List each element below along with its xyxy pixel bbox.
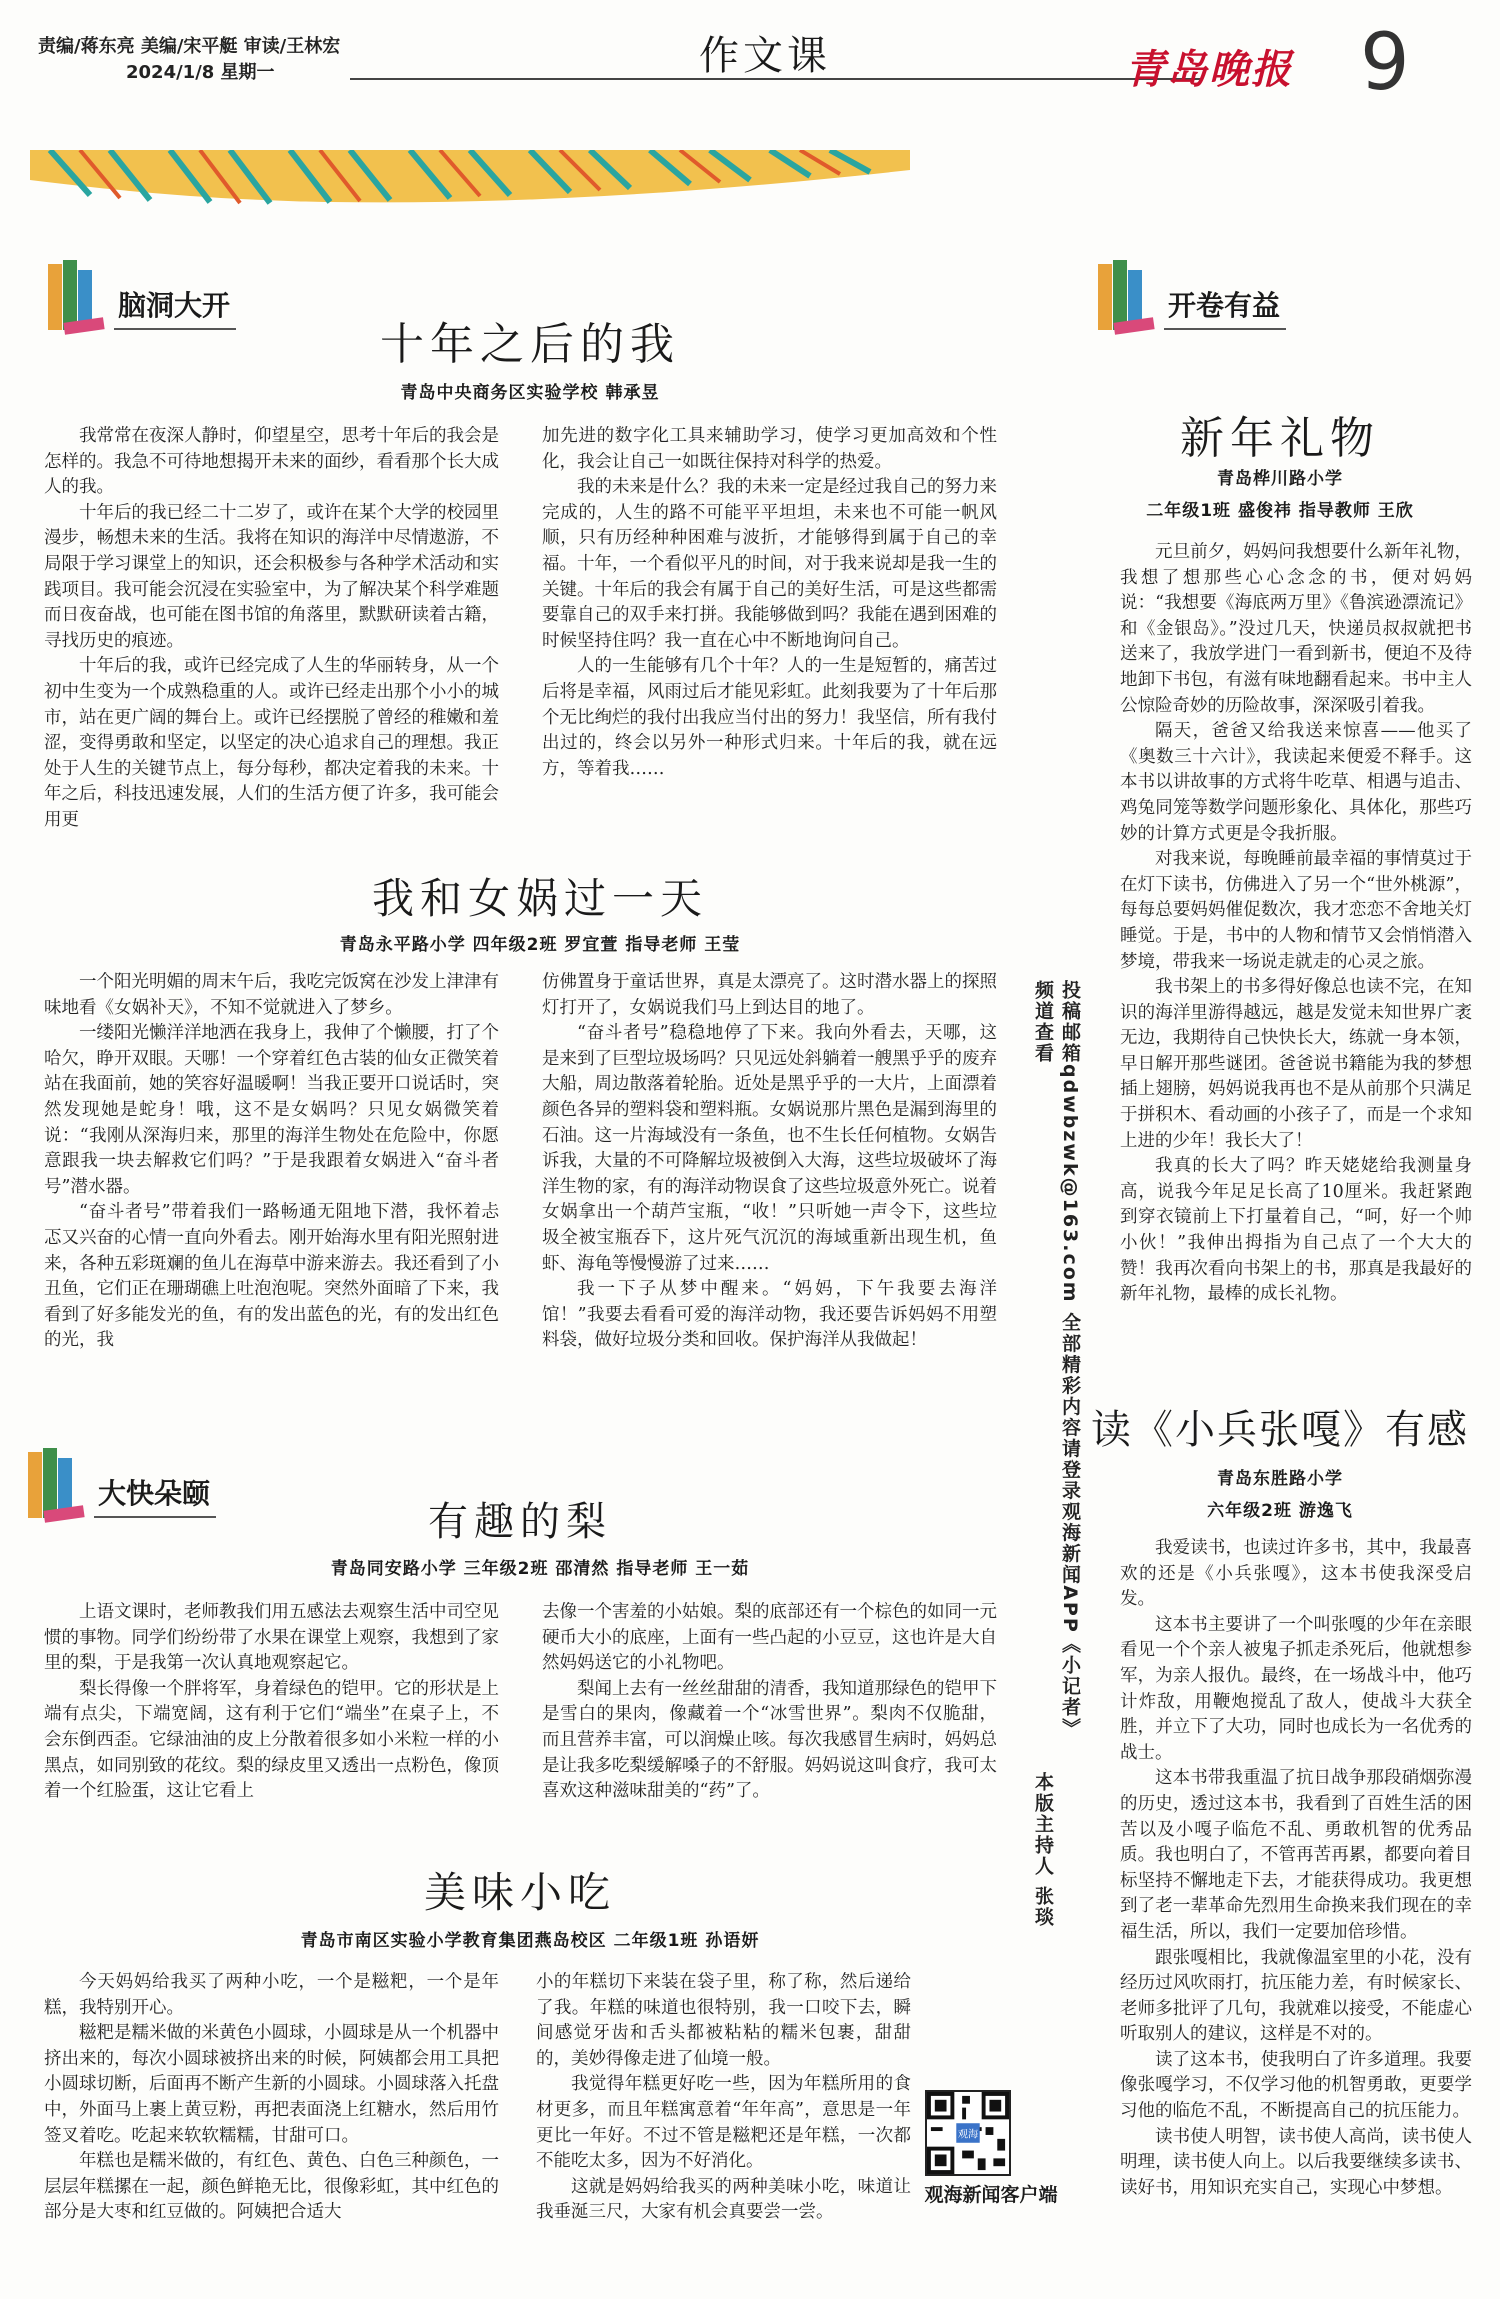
qr-code-icon[interactable] [925,2090,1011,2176]
column-head-naodong [44,258,236,336]
article-title: 有趣的梨 [428,1499,612,1545]
newspaper-logo: 青岛晚报 [1125,46,1293,93]
books-icon [24,1446,88,1524]
paragraph: 去像一个害羞的小姑娘。梨的底部还有一个棕色的如同一元硬币大小的底座，上面有一些凸起的小豆豆，这也许是大自然妈妈送它的小礼物吧。 [542,1602,997,1674]
article-byline: 青岛市南区实验小学教育集团燕岛校区 二年级1班 孙语妍 [300,1931,760,1951]
article-school: 青岛东胜路小学 [1217,1469,1343,1489]
qr-center-label: 观海 [957,2129,979,2141]
article-body-col2 [542,970,997,1354]
article-byline: 青岛永平路小学 四年级2班 罗宜萱 指导老师 王莹 [339,935,741,955]
paragraph: 人的一生能够有几个十年？人的一生是短暂的，痛苦过后将是幸福，风雨过后才能见彩虹。此刻我要为了十年后那个无比绚烂的我付出我应当付出的努力！我坚信，所有我付出过的，终会以另外一种形式归来。十年后的我，就在远方，等着我…… [542,656,997,779]
paragraph: 一缕阳光懒洋洋地洒在我身上，我伸了个懒腰，打了个哈欠，睁开双眼。天哪！一个穿着红色古装的仙女正微笑着站在我面前，她的笑容好温暖啊！当我正要开口说话时，突然发现她是蛇身！哦，这不是女娲吗？只见女娲微笑着说：“我刚从深海归来，那里的海洋生物处在危险中，你愿意跟我一块去解救它们吗？”于是我跟着女娲进入“奋斗者号”潜水器。 [44,1023,499,1197]
paragraph: 我书架上的书多得好像总也读不完，在知识的海洋里游得越远，越是发觉未知世界广袤无边，我期待自己快快长大，练就一身本领，早日解开那些谜团。爸爸说书籍能为我的梦想插上翅膀，妈妈说我再也不是从前那个只满足于拼积木、看动画的小孩子了，而是一个求知上进的少年！我长大了！ [1120,977,1472,1151]
paragraph: “奋斗者号”稳稳地停了下来。我向外看去，天哪，这是来到了巨型垃圾场吗？只见远处斜躺着一艘黑乎乎的废弃大船，周边散落着轮胎。近处是黑乎乎的一大片，上面漂着颜色各异的塑料袋和塑料瓶。女娲说那片黑色是漏到海里的石油。这一片海域没有一条鱼，也不生长任何植物。女娲告诉我，大量的不可降解垃圾被倒入大海，这些垃圾破坏了海洋生物的家，有的海洋动物误食了这些垃圾意外死亡。说着女娲拿出一个葫芦宝瓶，“收！”只听她一声令下，这些垃圾全被宝瓶吞下，这片死气沉沉的海域重新出现生机，鱼虾、海龟等慢慢游了过来…… [542,1023,997,1274]
paragraph: 对我来说，每晚睡前最幸福的事情莫过于在灯下读书，仿佛进入了另一个“世外桃源”，每每总要妈妈催促数次，我才恋恋不舍地关灯睡觉。于是，书中的人物和情节又会悄悄潜入梦境，带我来一场说走就走的心灵之旅。 [1120,849,1472,972]
article-byline: 青岛同安路小学 三年级2班 邵清然 指导老师 王一茹 [330,1559,750,1579]
article-byline: 六年级2班 游逸飞 [1207,1501,1353,1521]
article-body-col1 [44,1600,499,1805]
paragraph: 我爱读书，也读过许多书，其中，我最喜欢的还是《小兵张嘎》，这本书使我深受启发。 [1120,1538,1472,1610]
paragraph: 我常常在夜深人静时，仰望星空，思考十年后的我会是怎样的。我急不可待地想揭开未来的面纱，看看那个长大成人的我。 [44,426,499,498]
paragraph: 我觉得年糕更好吃一些，因为年糕所用的食材更多，而且年糕寓意着“年年高”，意思是一年更比一年好。不过不管是糍粑还是年糕，一次都不能吃太多，因为不好消化。 [536,2074,911,2172]
paragraph: 今天妈妈给我买了两种小吃，一个是糍粑，一个是年糕，我特别开心。 [44,1972,499,2018]
submission-note: 投稿邮箱qdwbzwk@163.com 全部精彩内容请登录观海新闻APP《小记者》频道查看 [1032,980,1081,1739]
paragraph: 梨闻上去有一丝丝甜甜的清香，我知道那绿色的铠甲下是雪白的果肉，像藏着一个“冰雪世界”。梨肉不仅脆甜，而且营养丰富，可以润燥止咳。每次我感冒生病时，妈妈总是让我多吃梨缓解嗓子的不舒服。妈妈说这叫食疗，我可太喜欢这种滋味甜美的“药”了。 [542,1678,997,1802]
article-body-col2 [536,1970,911,2226]
paragraph: 我真的长大了吗？昨天姥姥给我测量身高，说我今年足足长高了10厘米。我赶紧跑到穿衣镜前上下打量着自己，“呵，好一个帅小伙！”我伸出拇指为自己点了一个大大的赞！我再次看向书架上的书，那真是我最好的新年礼物，最棒的成长礼物。 [1120,1156,1472,1305]
article-body-col1 [44,1970,499,2226]
section-title: 作文课 [699,33,831,79]
paragraph: 十年后的我，或许已经完成了人生的华丽转身，从一个初中生变为一个成熟稳重的人。或许已经走出那个小小的城市，站在更广阔的舞台上。或许已经摆脱了曾经的稚嫩和羞涩，变得勇敢和坚定，以坚定的决心追求自己的理想。我正处于人生的关键节点上，每分每秒，都决定着我的未来。十年之后，科技迅速发展，人们的生活方便了许多，我可能会用更 [44,656,499,830]
decorative-banner [30,150,910,208]
paragraph: 一个阳光明媚的周末午后，我吃完饭窝在沙发上津津有味地看《女娲补天》，不知不觉就进入了梦乡。 [44,972,499,1018]
paragraph: 这就是妈妈给我买的两种美味小吃，味道让我垂涎三尺，大家有机会真要尝一尝。 [536,2176,911,2223]
qr-caption: 观海新闻客户端 [924,2184,1058,2206]
paragraph: 仿佛置身于童话世界，真是太漂亮了。这时潜水器上的探照灯打开了，女娲说我们马上到达目的地了。 [542,972,997,1018]
paragraph: 我一下子从梦中醒来。“妈妈，下午我要去海洋馆！”我要去看看可爱的海洋动物，我还要告诉妈妈不用塑料袋，做好垃圾分类和回收。保护海洋从我做起！ [542,1279,997,1351]
article-body-col1 [44,970,499,1354]
paragraph: 糍粑是糯米做的米黄色小圆球，小圆球是从一个机器中挤出来的，每次小圆球被挤出来的时候，阿姨都会用工具把小圆球切断，后面再不断产生新的小圆球。小圆球落入托盘中，外面马上裹上黄豆粉，再把表面浇上红糖水，然后用竹签叉着吃。吃起来软软糯糯，甘甜可口。 [44,2023,499,2146]
books-icon [1094,258,1158,336]
article-body [1120,1536,1472,2201]
paragraph: 年糕也是糯米做的，有红色、黄色、白色三种颜色，一层层年糕摞在一起，颜色鲜艳无比，很像彩虹，其中红色的部分是大枣和红豆做的。阿姨把合适大 [44,2151,499,2223]
article-body [1120,540,1472,1308]
article-school: 青岛桦川路小学 [1217,469,1343,489]
paragraph: “奋斗者号”带着我们一路畅通无阻地下潜，我怀着忐忑又兴奋的心情一直向外看去。刚开始海水里有阳光照射进来，各种五彩斑斓的鱼儿在海草中游来游去。我还看到了小丑鱼，它们正在珊瑚礁上吐泡泡呢。突然外面暗了下来，我看到了好多能发光的鱼，有的发出蓝色的光，有的发出红色的光，我 [44,1202,499,1351]
paragraph: 十年后的我已经二十二岁了，或许在某个大学的校园里漫步，畅想未来的生活。我将在知识的海洋中尽情遨游，不局限于学习课堂上的知识，还会积极参与各种学术活动和实践项目。我可能会沉浸在实验室中，为了解决某个科学难题而日夜奋战，也可能在图书馆的角落里，默默研读着古籍，寻找历史的痕迹。 [44,502,499,651]
paragraph: 这本书带我重温了抗日战争那段硝烟弥漫的历史，透过这本书，我看到了百姓生活的困苦以及小嘎子临危不乱、勇敢机智的优秀品质。我也明白了，不管再苦再累，都要向着目标坚持不懈地走下去，才能获得成功。我更想到了老一辈革命先烈用生命换来我们现在的幸福生活，所以，我们一定要加倍珍惜。 [1120,1768,1472,1942]
paragraph: 我的未来是什么？我的未来一定是经过我自己的努力来完成的，人生的路不可能平平坦坦，未来也不可能一帆风顺，只有历经种种困难与波折，才能够得到属于自己的幸福。十年，一个看似平凡的时间，对于我来说却是我一生的关键。十年后的我会有属于自己的美好生活，可是这些都需要靠自己的双手来打拼。我能够做到吗？我能在遇到困难的时候坚持住吗？我一直在心中不断地询问自己。 [542,477,997,651]
editor-credits [38,34,340,86]
column-head-dakuai [24,1446,216,1524]
article-byline: 青岛中央商务区实验学校 韩承昱 [400,383,660,403]
article-byline: 二年级1班 盛俊祎 指导教师 王欣 [1146,501,1414,521]
paragraph: 读了这本书，使我明白了许多道理。我要像张嘎学习，不仅学习他的机智勇敢，更要学习他的临危不乱，不断提高自己的抗压能力。 [1120,2049,1472,2122]
books-icon [44,258,108,336]
paragraph: 跟张嘎相比，我就像温室里的小花，没有经历过风吹雨打，抗压能力差，有时候家长、老师多批评了几句，我就难以接受，不能虚心听取别人的建议，这样是不对的。 [1120,1947,1472,2045]
column-head-kaijuan [1094,258,1286,336]
article-body-col2 [542,424,997,782]
article-title: 十年之后的我 [380,319,680,370]
article-title: 我和女娲过一天 [371,874,708,923]
paragraph: 梨长得像一个胖将军，身着绿色的铠甲。它的形状是上端有点尖，下端宽阔，这有利于它们“端坐”在桌子上，不会东倒西歪。它绿油油的皮上分散着很多如小米粒一样的小黑点，如同别致的花纹。梨的绿皮里又透出一点粉色，像顶着一个红脸蛋，这让它看上 [44,1678,499,1802]
paragraph: 上语文课时，老师教我们用五感法去观察生活中司空见惯的事物。同学们纷纷带了水果在课堂上观察，我想到了家里的梨，于是我第一次认真地观察起它。 [44,1602,499,1674]
column-label: 开卷有益 [1164,284,1286,330]
article-body-col1 [44,424,499,834]
paragraph: 元旦前夕，妈妈问我想要什么新年礼物，我想了想那些心心念念的书，便对妈妈说：“我想要《海底两万里》《鲁滨逊漂流记》和《金银岛》。”没过几天，快递员叔叔就把书送来了，我放学进门一看到新书，便迫不及待地卸下书包，有滋有味地翻看起来。书中主人公惊险奇妙的历险故事，深深吸引着我。 [1120,542,1472,716]
article-title: 新年礼物 [1180,413,1380,464]
issue-date: 2024/1/8 星期一 [126,62,275,83]
page-number: 9 [1360,18,1410,108]
paragraph: 加先进的数字化工具来辅助学习，使学习更加高效和个性化，我会让自己一如既往保持对科学的热爱。 [542,426,997,472]
article-title: 美味小吃 [423,1868,616,1917]
article-body-col2 [542,1600,997,1805]
credits-line: 责编/蒋东亮 美编/宋平艇 审读/王林宏 [38,36,341,57]
paragraph: 隔天，爸爸又给我送来惊喜——他买了《奥数三十六计》，我读起来便爱不释手。这本书以讲故事的方式将牛吃草、相遇与追击、鸡兔同笼等数学问题形象化、具体化，那些巧妙的计算方式更是令我折服。 [1120,721,1472,844]
paragraph: 小的年糕切下来装在袋子里，称了称，然后递给了我。年糕的味道也很特别，我一口咬下去，瞬间感觉牙齿和舌头都被粘粘的糯米包裹，甜甜的，美妙得像走进了仙境一般。 [536,1972,911,2069]
paragraph: 读书使人明智，读书使人高尚，读书使人明理，读书使人向上。以后我要继续多读书、读好书，用知识充实自己，实现心中梦想。 [1120,2126,1472,2198]
column-label: 脑洞大开 [114,284,236,330]
article-title: 读《小兵张嘎》有感 [1091,1407,1469,1453]
column-label: 大快朵颐 [94,1472,216,1518]
paragraph: 这本书主要讲了一个叫张嘎的少年在亲眼看见一个个亲人被鬼子抓走杀死后，他就想参军，为亲人报仇。最终，在一场战斗中，他巧计炸敌，用鞭炮搅乱了敌人，使战斗大获全胜，并立下了大功，同时也成长为一名优秀的战士。 [1120,1614,1472,1763]
page-host: 本版主持人 张琰 [1032,1772,1054,1928]
